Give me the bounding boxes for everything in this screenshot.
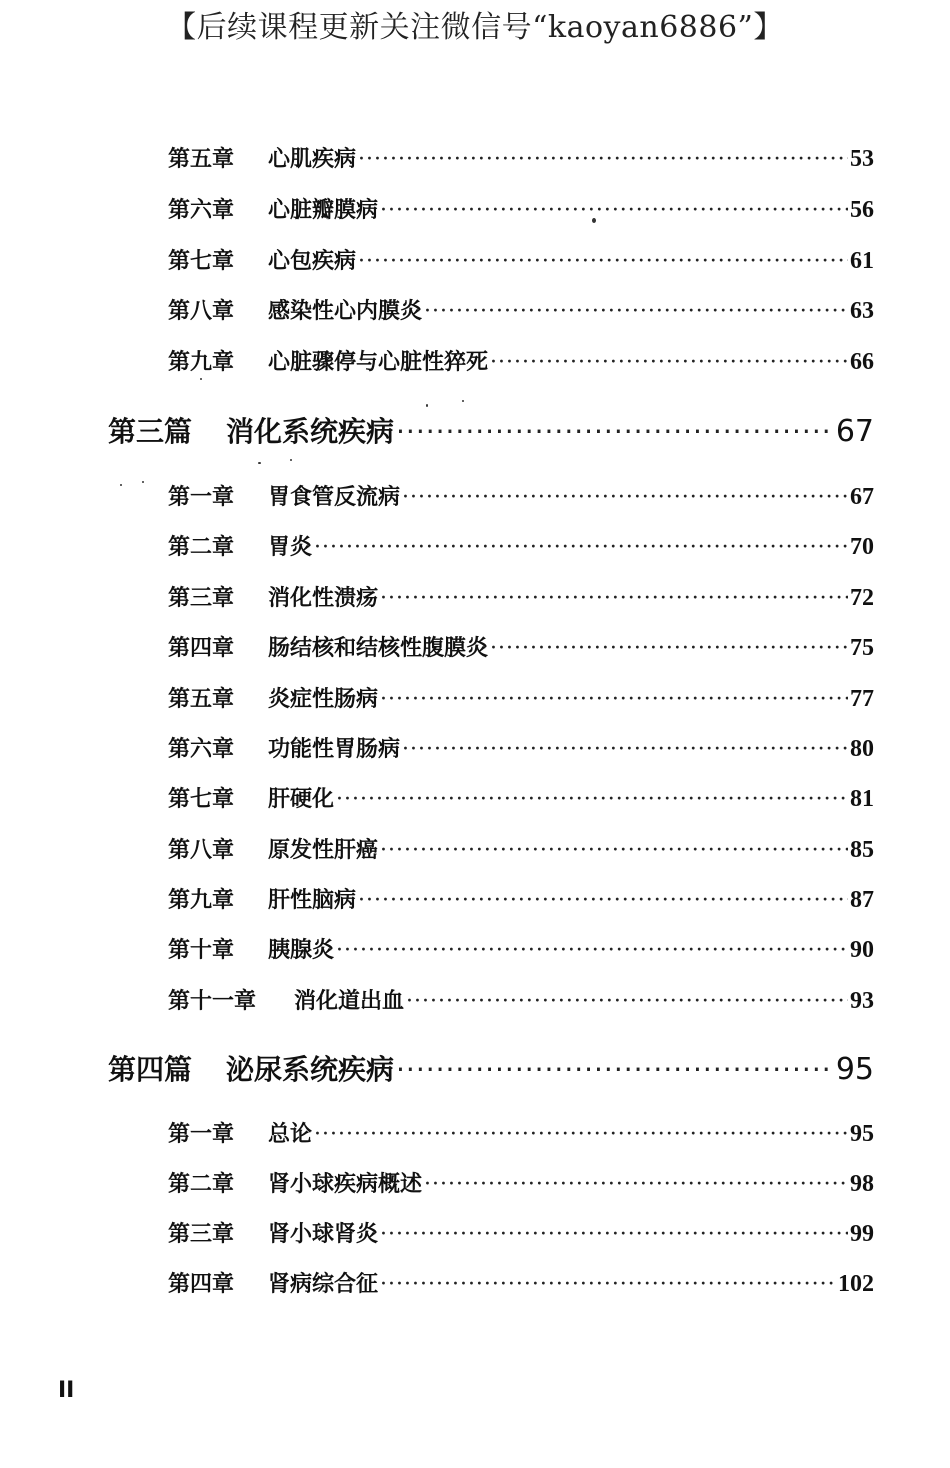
dot-leader [424, 1172, 848, 1197]
page-number: 90 [850, 937, 874, 963]
chapter-title: 消化性溃疡 [268, 585, 379, 611]
page-number: 95 [835, 1052, 874, 1087]
toc-entry-chapter[interactable] [168, 480, 874, 511]
page-number: 70 [850, 534, 874, 560]
dot-leader [358, 249, 848, 274]
page-number: 95 [850, 1121, 874, 1147]
chapter-title: 肾病综合征 [268, 1271, 379, 1297]
chapter-title: 肝性脑病 [268, 887, 357, 913]
toc-entry-chapter[interactable] [168, 1167, 874, 1198]
chapter-number: 第二章 [168, 534, 235, 560]
toc-entry-chapter[interactable] [168, 682, 874, 713]
chapter-title: 原发性肝癌 [268, 837, 379, 863]
chapter-title: 肾小球疾病概述 [268, 1171, 423, 1197]
chapter-title: 心脏瓣膜病 [268, 197, 379, 223]
page-number: 99 [850, 1221, 874, 1247]
toc-entry-chapter[interactable] [168, 142, 874, 173]
chapter-title: 肝硬化 [268, 786, 335, 812]
part-title: 泌尿系统疾病 [226, 1053, 395, 1086]
scan-speck [462, 400, 464, 402]
dot-leader [402, 485, 848, 510]
toc-entry-chapter[interactable] [168, 244, 874, 275]
dot-leader [380, 687, 848, 712]
chapter-title: 感染性心内膜炎 [268, 298, 423, 324]
chapter-number: 第四章 [168, 1271, 235, 1297]
page-number: 93 [850, 988, 874, 1014]
page-number: 75 [850, 635, 874, 661]
page-number: 67 [835, 414, 874, 449]
chapter-title: 肾小球肾炎 [268, 1221, 379, 1247]
part-number: 第四篇 [108, 1053, 193, 1086]
dot-leader [336, 787, 848, 812]
dot-leader [396, 1053, 834, 1086]
dot-leader [380, 586, 848, 611]
chapter-title: 胃食管反流病 [268, 484, 401, 510]
page-folio: II [58, 1378, 75, 1403]
watermark-banner: 【后续课程更新关注微信号“kaoyan6886”】 [166, 10, 784, 45]
chapter-title: 心肌疾病 [268, 146, 357, 172]
chapter-title: 总论 [268, 1121, 313, 1147]
scan-speck [120, 484, 122, 486]
dot-leader [380, 1222, 848, 1247]
page-number: 81 [850, 786, 874, 812]
chapter-number: 第五章 [168, 686, 235, 712]
chapter-number: 第一章 [168, 484, 235, 510]
chapter-number: 第三章 [168, 1221, 235, 1247]
chapter-title: 心脏骤停与心脏性猝死 [268, 349, 489, 375]
chapter-title: 肠结核和结核性腹膜炎 [268, 635, 489, 661]
page-number: 63 [850, 298, 874, 324]
toc-entry-chapter[interactable] [168, 530, 874, 561]
chapter-title: 胃炎 [268, 534, 313, 560]
chapter-number: 第三章 [168, 585, 235, 611]
toc-entry-chapter[interactable] [168, 294, 874, 325]
dot-leader [402, 737, 848, 762]
chapter-title: 心包疾病 [268, 248, 357, 274]
page-number: 85 [850, 837, 874, 863]
dot-leader [314, 535, 848, 560]
dot-leader [380, 198, 848, 223]
chapter-number: 第八章 [168, 837, 235, 863]
page-number: 66 [850, 349, 874, 375]
page-number: 98 [850, 1171, 874, 1197]
toc-entry-chapter[interactable] [168, 631, 874, 662]
chapter-number: 第四章 [168, 635, 235, 661]
chapter-number: 第七章 [168, 248, 235, 274]
dot-leader [490, 350, 848, 375]
chapter-number: 第一章 [168, 1121, 235, 1147]
chapter-number: 第九章 [168, 887, 235, 913]
toc-entry-chapter[interactable] [168, 933, 874, 964]
dot-leader [424, 299, 848, 324]
chapter-title: 消化道出血 [294, 988, 405, 1014]
chapter-number: 第二章 [168, 1171, 235, 1197]
chapter-number: 第六章 [168, 736, 235, 762]
chapter-number: 第八章 [168, 298, 235, 324]
chapter-number: 第九章 [168, 349, 235, 375]
toc-entry-chapter[interactable] [168, 1217, 874, 1248]
toc-entry-chapter[interactable] [168, 1117, 874, 1148]
part-number: 第三篇 [108, 415, 193, 448]
dot-leader [336, 938, 848, 963]
dot-leader [380, 838, 848, 863]
scan-speck [592, 218, 596, 223]
toc-entry-chapter[interactable] [168, 833, 874, 864]
toc-entry-chapter[interactable] [168, 984, 874, 1015]
chapter-number: 第十一章 [168, 988, 257, 1014]
page-number: 61 [850, 248, 874, 274]
scan-speck [290, 459, 292, 461]
toc-entry-chapter[interactable] [168, 883, 874, 914]
dot-leader [396, 415, 834, 448]
toc-entry-chapter[interactable] [168, 581, 874, 612]
toc-entry-chapter[interactable] [168, 193, 874, 224]
chapter-title: 胰腺炎 [268, 937, 335, 963]
chapter-number: 第六章 [168, 197, 235, 223]
page-number: 80 [850, 736, 874, 762]
toc-entry-chapter[interactable] [168, 1267, 874, 1298]
page-number: 53 [850, 146, 874, 172]
chapter-title: 炎症性肠病 [268, 686, 379, 712]
toc-entry-chapter[interactable] [168, 732, 874, 763]
dot-leader [490, 636, 848, 661]
dot-leader [358, 888, 848, 913]
page-number: 77 [850, 686, 874, 712]
scan-speck [142, 481, 144, 483]
page-number: 102 [838, 1271, 874, 1297]
dot-leader [358, 147, 848, 172]
chapter-number: 第十章 [168, 937, 235, 963]
chapter-title: 功能性胃肠病 [268, 736, 401, 762]
toc-entry-part[interactable] [108, 1048, 874, 1088]
toc-entry-chapter[interactable] [168, 345, 874, 376]
page-number: 72 [850, 585, 874, 611]
scan-speck [258, 462, 261, 464]
part-title: 消化系统疾病 [226, 415, 395, 448]
chapter-number: 第五章 [168, 146, 235, 172]
toc-entry-chapter[interactable] [168, 782, 874, 813]
page-number: 87 [850, 887, 874, 913]
page-number: 67 [850, 484, 874, 510]
scan-speck [426, 404, 428, 407]
dot-leader [406, 989, 848, 1014]
scan-speck [200, 378, 202, 380]
toc-entry-part[interactable] [108, 410, 874, 450]
chapter-number: 第七章 [168, 786, 235, 812]
page-number: 56 [850, 197, 874, 223]
dot-leader [380, 1272, 836, 1297]
dot-leader [314, 1122, 848, 1147]
